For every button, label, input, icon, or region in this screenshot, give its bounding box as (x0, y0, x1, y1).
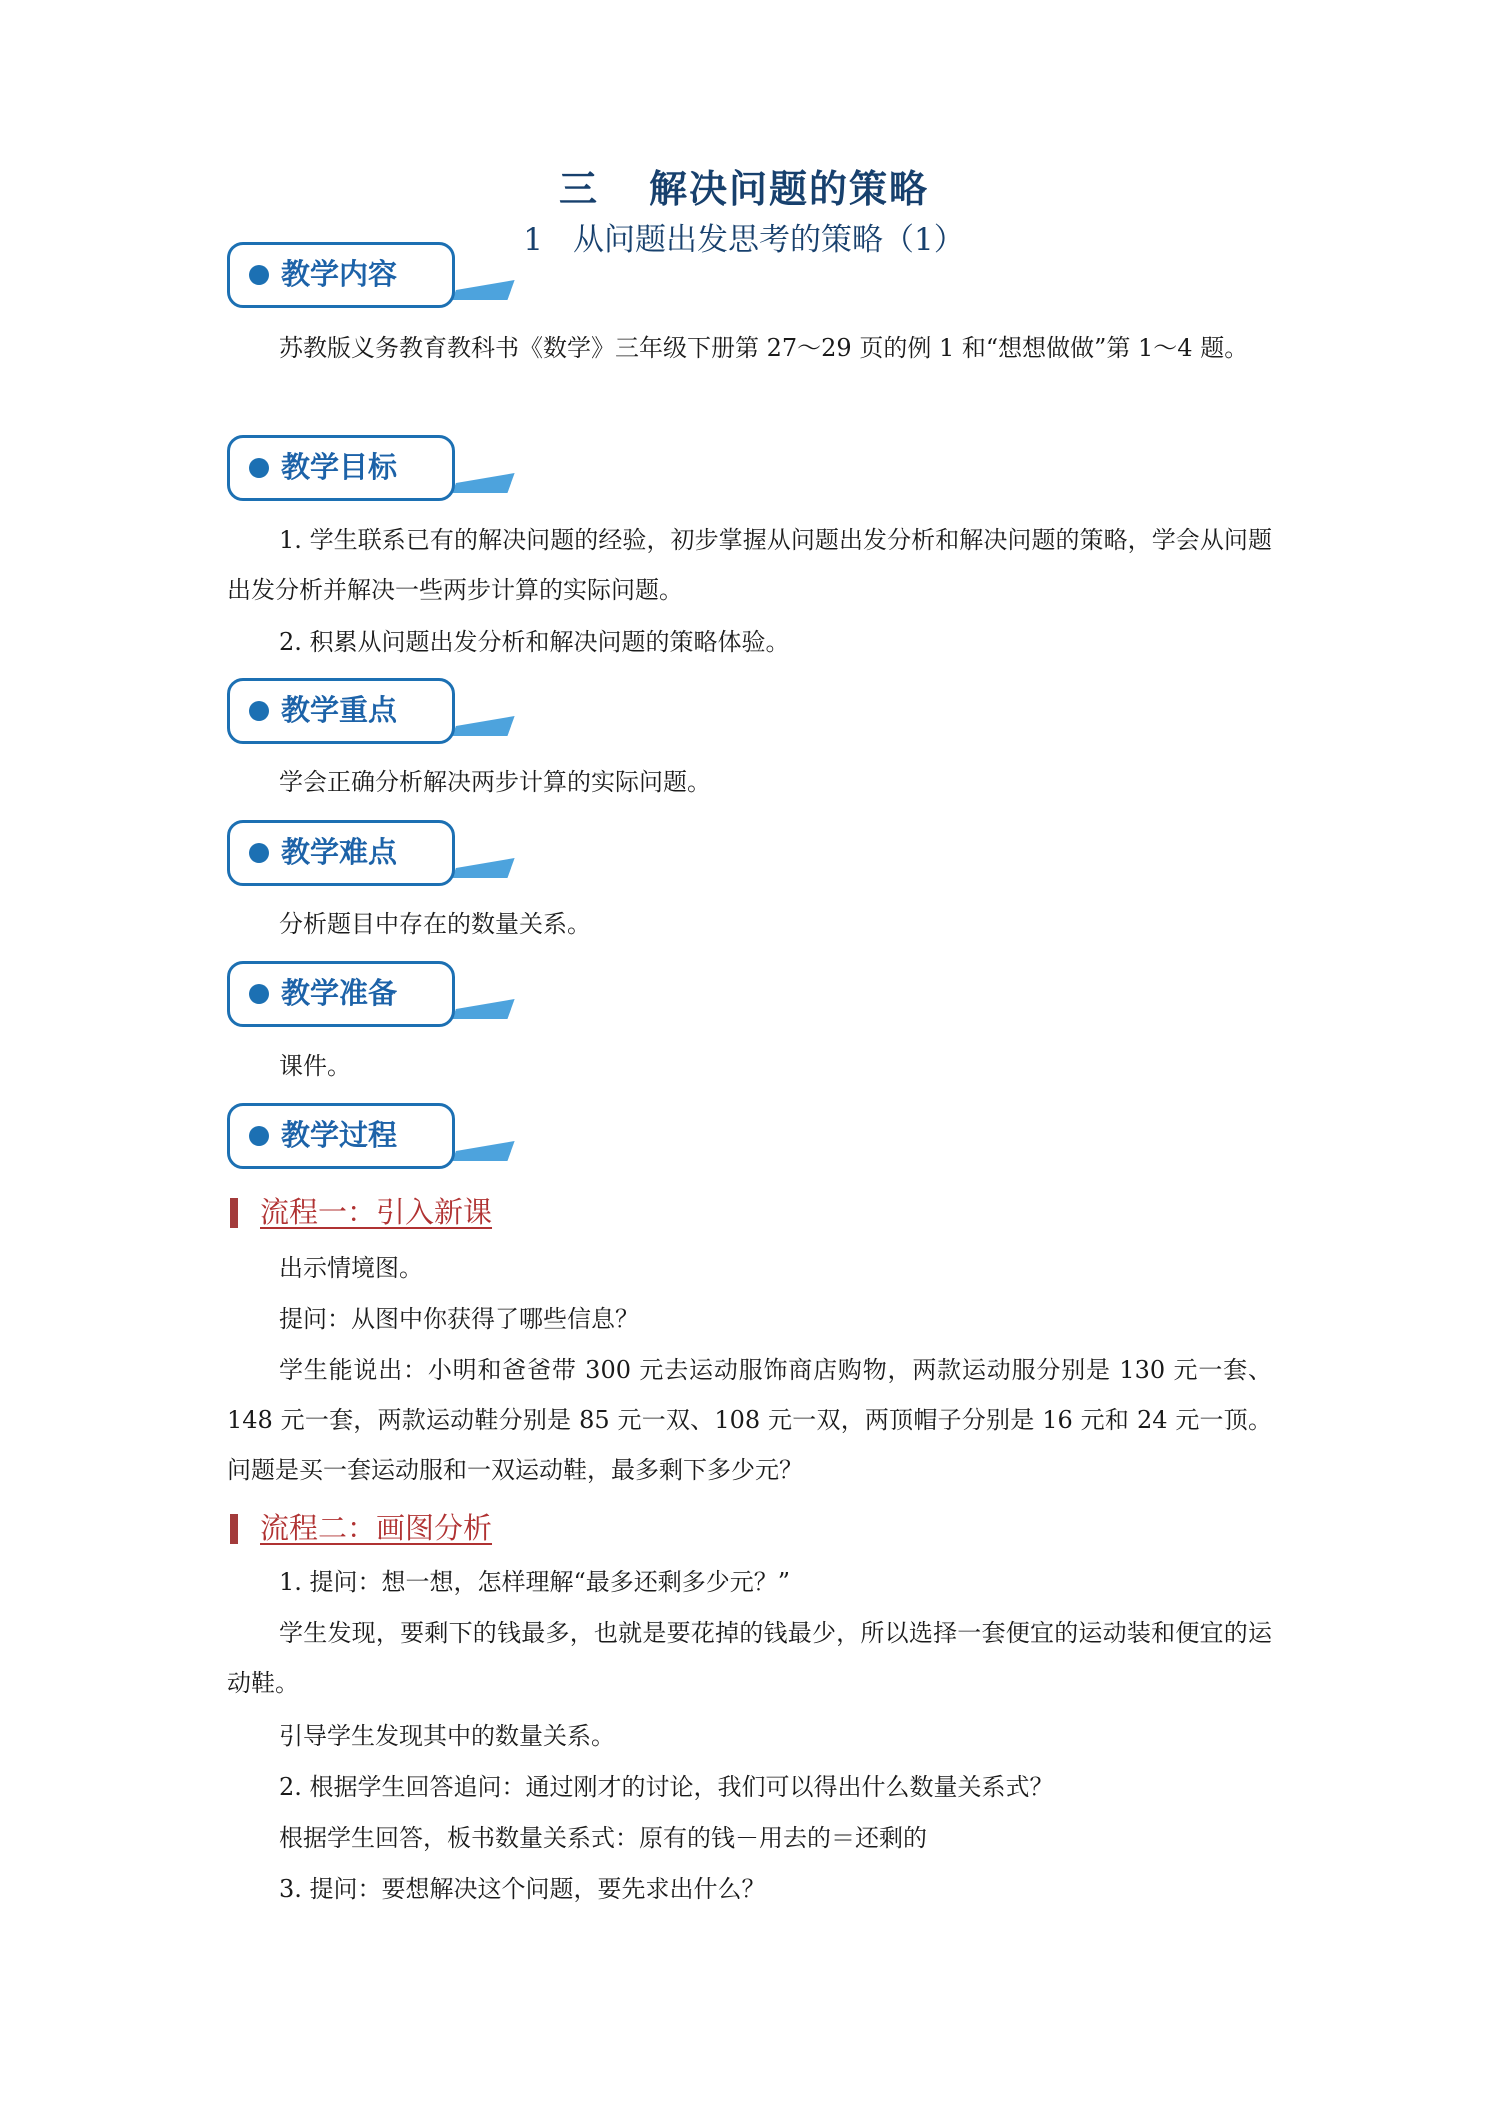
lesson-name: 从问题出发思考的策略（1） (573, 222, 965, 258)
bullet-dot-icon (249, 265, 269, 285)
bullet-dot-icon (249, 984, 269, 1004)
section-flag-decoration (452, 858, 514, 878)
lesson-number: 1 (523, 222, 543, 258)
section-flag-decoration (452, 1141, 514, 1161)
bullet-dot-icon (249, 1126, 269, 1146)
flow-1-line-2: 提问：从图中你获得了哪些信息？ (279, 1305, 639, 1333)
chapter-number: 三 (558, 167, 599, 211)
section-header-goals (227, 435, 517, 511)
section-flag-decoration (452, 473, 514, 493)
prep-text: 课件。 (279, 1052, 351, 1080)
section-flag-decoration (452, 999, 514, 1019)
section-header-key (227, 678, 517, 754)
bullet-dot-icon (249, 458, 269, 478)
bullet-dot-icon (249, 843, 269, 863)
section-flag-decoration (452, 716, 514, 736)
section-label: 教学过程 (281, 1118, 398, 1152)
flow-2-line-3: 引导学生发现其中的数量关系。 (279, 1722, 615, 1750)
section-label: 教学内容 (281, 257, 398, 291)
goal-item-2: 2. 积累从问题出发分析和解决问题的策略体验。 (279, 628, 790, 656)
section-label: 教学准备 (281, 976, 398, 1010)
section-label: 教学难点 (281, 835, 398, 869)
section-label: 教学重点 (281, 693, 398, 727)
flow-2-line-6: 3. 提问：要想解决这个问题，要先求出什么？ (279, 1875, 766, 1903)
section-header-prep (227, 961, 517, 1037)
flow-marker-bar (230, 1514, 238, 1544)
lesson-title (0, 214, 1488, 259)
flow-2-title: 流程二：画图分析 (260, 1511, 493, 1545)
section-label: 教学目标 (281, 450, 398, 484)
bullet-dot-icon (249, 701, 269, 721)
flow-marker-bar (230, 1198, 238, 1228)
section-header-process (227, 1103, 517, 1179)
goal-item-1: 1. 学生联系已有的解决问题的经验，初步掌握从问题出发分析和解决问题的策略，学会从问题出发分析并解决一些两步计算的实际问题。 (227, 526, 1272, 604)
content-paragraph: 苏教版义务教育教科书《数学》三年级下册第 27～29 页的例 1 和“想想做做”第 1～4 题。 (279, 334, 1249, 362)
flow-1-line-1: 出示情境图。 (279, 1254, 423, 1282)
difficulty-text: 分析题目中存在的数量关系。 (279, 910, 591, 938)
flow-1-title: 流程一：引入新课 (260, 1195, 493, 1229)
flow-2-line-1: 1. 提问：想一想，怎样理解“最多还剩多少元？” (279, 1568, 791, 1596)
flow-1-line-3: 学生能说出：小明和爸爸带 300 元去运动服饰商店购物，两款运动服分别是 130 元一套、148 元一套，两款运动鞋分别是 85 元一双、108 元一双，两顶帽子分别是 16 元和 24 元一顶。问题是买一套运动服和一双运动鞋，最多剩下多少元？ (227, 1356, 1272, 1484)
flow-2-line-2: 学生发现，要剩下的钱最多，也就是要花掉的钱最少，所以选择一套便宜的运动装和便宜的运动鞋。 (227, 1619, 1272, 1697)
flow-2-line-4: 2. 根据学生回答追问：通过刚才的讨论，我们可以得出什么数量关系式？ (279, 1773, 1054, 1801)
section-flag-decoration (452, 280, 514, 300)
chapter-name: 解决问题的策略 (649, 167, 930, 211)
flow-2-line-5: 根据学生回答，板书数量关系式：原有的钱－用去的＝还剩的 (279, 1824, 927, 1852)
section-header-content (227, 242, 517, 318)
key-point-text: 学会正确分析解决两步计算的实际问题。 (279, 768, 711, 796)
section-header-difficulty (227, 820, 517, 896)
chapter-title (0, 158, 1488, 213)
